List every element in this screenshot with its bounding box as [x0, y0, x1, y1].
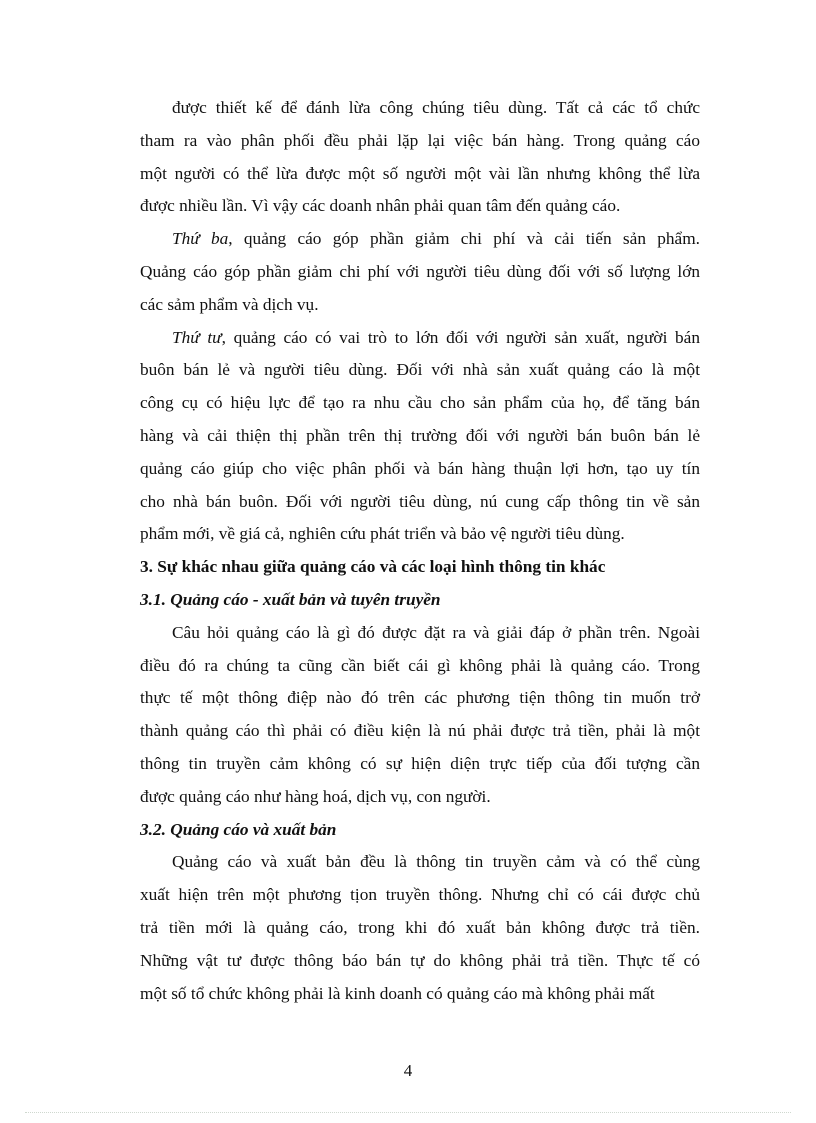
line-text: thực tế một thông điệp nào đó trên các phương tiện thông tin muốn trở — [140, 688, 700, 708]
text-line — [140, 682, 700, 715]
line-text: tham ra vào phân phối đều phải lặp lại việc bán hàng. Trong quảng cáo — [140, 130, 700, 150]
text-line — [140, 748, 700, 781]
text-line — [140, 486, 700, 519]
line-text: , quảng cáo góp phần giảm chi phí và cải tiến sản phẩm. — [228, 229, 700, 249]
italic-lead: Thứ ba — [172, 229, 229, 249]
document-body — [140, 92, 700, 1010]
line-text: các sảm phẩm và dịch vụ. — [140, 294, 319, 314]
italic-lead: Thứ tư — [172, 327, 222, 347]
text-line — [140, 190, 700, 223]
line-text: Câu hỏi quảng cáo là gì đó được đặt ra và giải đáp ở phần trên. Ngoài — [172, 622, 700, 642]
text-line — [140, 289, 700, 322]
line-text: thông tin truyền cảm không có sự hiện diện trực tiếp của đối tượng cần — [140, 753, 700, 773]
text-line — [140, 912, 700, 945]
text-line — [140, 650, 700, 683]
line-text: được nhiều lần. Vì vậy các doanh nhân phải quan tâm đến quảng cáo. — [140, 196, 621, 216]
line-text: Những vật tư được thông báo bán tự do không phải trả tiền. Thực tế có — [140, 950, 700, 970]
line-text: xuất hiện trên một phương tịon truyền thông. Nhưng chỉ có cái được chủ — [140, 885, 700, 905]
line-text: một người có thể lừa được một số người một vài lần nhưng không thể lừa — [140, 163, 700, 183]
text-line — [140, 322, 700, 355]
text-line — [140, 846, 700, 879]
line-text: được quảng cáo như hàng hoá, dịch vụ, con người. — [140, 786, 491, 806]
line-text: 3.2. Quảng cáo và xuất bản — [140, 819, 337, 839]
text-line — [140, 125, 700, 158]
text-line — [140, 617, 700, 650]
text-line — [140, 420, 700, 453]
line-text: điều đó ra chúng ta cũng cần biết cái gì không phải là quảng cáo. Trong — [140, 655, 700, 675]
line-text: 3.1. Quảng cáo - xuất bản và tuyên truyền — [140, 589, 441, 609]
line-text: một số tổ chức không phải là kinh doanh có quảng cáo mà không phải mất — [140, 983, 655, 1003]
text-line — [140, 781, 700, 814]
line-text: Quảng cáo góp phần giảm chi phí với người tiêu dùng đối với số lượng lớn — [140, 261, 700, 281]
line-text: thành quảng cáo thì phải có điều kiện là nú phải được trả tiền, phải là một — [140, 721, 700, 741]
line-text: công cụ có hiệu lực để tạo ra nhu cầu cho sản phẩm của họ, để tăng bán — [140, 393, 700, 413]
line-text: trả tiền mới là quảng cáo, trong khi đó xuất bản không được trả tiền. — [140, 917, 700, 937]
text-line — [140, 387, 700, 420]
line-text: phẩm mới, về giá cả, nghiên cứu phát triển và bảo vệ người tiêu dùng. — [140, 524, 625, 544]
text-line — [140, 354, 700, 387]
heading-line — [140, 814, 700, 847]
page-bottom-divider — [25, 1112, 791, 1113]
text-line — [140, 223, 700, 256]
page-number: 4 — [403, 1061, 413, 1080]
text-line — [140, 256, 700, 289]
text-line — [140, 715, 700, 748]
line-text: 3. Sự khác nhau giữa quảng cáo và các loại hình thông tin khác — [140, 557, 606, 577]
text-line — [140, 92, 700, 125]
text-line — [140, 158, 700, 191]
text-line — [140, 879, 700, 912]
heading-line — [140, 551, 700, 584]
line-text: quảng cáo giúp cho việc phân phối và bán hàng thuận lợi hơn, tạo uy tín — [140, 458, 700, 478]
text-line — [140, 945, 700, 978]
heading-line — [140, 584, 700, 617]
line-text: được thiết kế để đánh lừa công chúng tiêu dùng. Tất cả các tổ chức — [172, 98, 700, 117]
line-text: cho nhà bán buôn. Đối với người tiêu dùng, nú cung cấp thông tin về sản — [140, 491, 700, 511]
line-text: buôn bán lẻ và người tiêu dùng. Đối với nhà sản xuất quảng cáo là một — [140, 360, 700, 380]
text-line — [140, 978, 700, 1011]
text-line — [140, 453, 700, 486]
line-text: Quảng cáo và xuất bản đều là thông tin truyền cảm và có thể cùng — [172, 852, 700, 872]
text-line — [140, 518, 700, 551]
line-text: hàng và cải thiện thị phần trên thị trường đối với người bán buôn bán lẻ — [140, 425, 700, 445]
line-text: , quảng cáo có vai trò to lớn đối với người sản xuất, người bán — [221, 327, 700, 347]
